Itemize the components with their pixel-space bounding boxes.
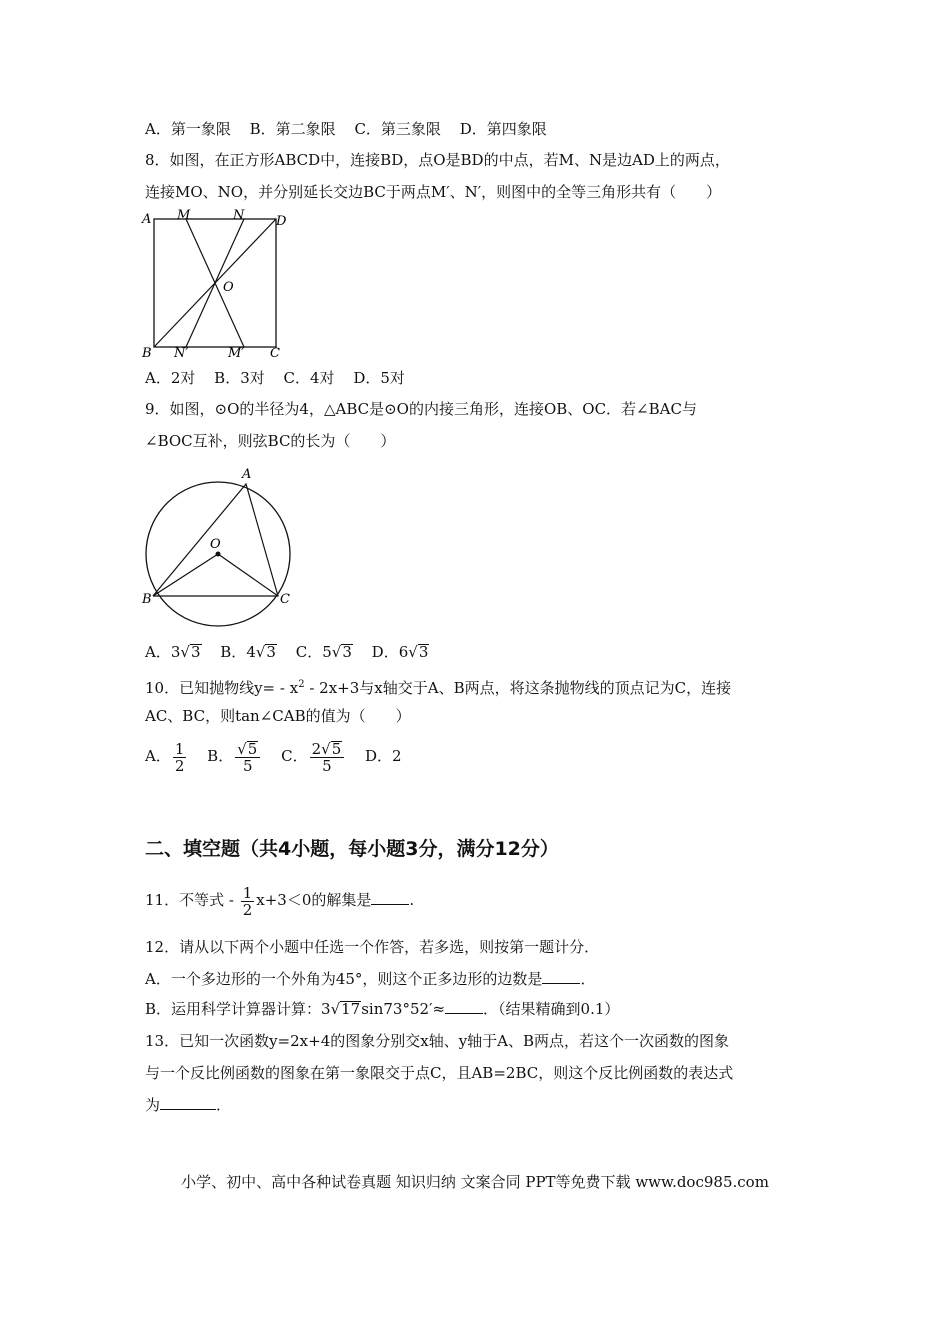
label-b: B	[142, 592, 152, 607]
answer-blank[interactable]	[160, 1095, 216, 1110]
q7-options	[145, 119, 561, 139]
q7-option-d: D．第四象限	[459, 120, 547, 138]
label-m-prime: M′	[228, 346, 245, 361]
q13-text-line1: 13．已知一次函数y=2x+4的图象分别交x轴、y轴于A、B两点，若这个一次函数的图象	[145, 1032, 730, 1050]
section-heading: 二、填空题（共4小题，每小题3分，满分12分）	[145, 838, 559, 860]
answer-blank[interactable]	[445, 999, 483, 1014]
q13-text-line2: 与一个反比例函数的图象在第一象限交于点C，且AB=2BC，则这个反比例函数的表达式	[145, 1064, 734, 1082]
q13-text-line3: 为 ．	[145, 1096, 232, 1114]
fraction: $\frac{1}{2}$	[242, 883, 253, 919]
answer-blank[interactable]	[371, 890, 409, 905]
q9-option-a: A．3√3	[145, 643, 201, 661]
q8-option-b: B．3对	[214, 369, 265, 387]
center-point	[216, 552, 221, 557]
q9-option-b: B．4√3	[220, 643, 276, 661]
answer-blank[interactable]	[542, 969, 580, 984]
q7-option-a: A．第一象限	[145, 120, 231, 138]
q8-square-figure	[140, 207, 290, 362]
label-n-prime: N′	[174, 346, 189, 361]
label-m: M	[177, 208, 191, 223]
q8-text-line2: 连接MO、NO，并分别延长交边BC于两点M′、N′，则图中的全等三角形共有（ ）	[145, 183, 722, 201]
q8-option-a: A．2对	[145, 369, 196, 387]
label-o: O	[210, 537, 221, 552]
q10-option-b: B． $\frac{√5}{5}$	[207, 747, 262, 765]
label-c: C	[280, 592, 290, 607]
q7-option-c: C．第三象限	[354, 120, 441, 138]
label-c: C	[270, 346, 280, 361]
q12-option-b: B．运用科学计算器计算：3√17sin73°52′≈ ．（结果精确到0.1）	[145, 1000, 620, 1018]
fraction: $\frac{2√5}{5}$	[310, 741, 345, 774]
q10-option-a: A． $\frac{1}{2}$	[145, 739, 185, 775]
fraction: $\frac{√5}{5}$	[235, 741, 260, 774]
q8-option-c: C．4对	[283, 369, 335, 387]
label-n: N	[233, 208, 245, 223]
q8-text-line1: 8．如图，在正方形ABCD中，连接BD，点O是BD的中点，若M、N是边AD上的两点，	[145, 151, 730, 169]
label-o: O	[223, 280, 234, 295]
label-d: D	[276, 214, 287, 229]
segments-ob-oc	[153, 554, 278, 596]
q12-option-a: A．一个多边形的一个外角为45°，则这个正多边形的边数是 ．	[145, 970, 596, 988]
q9-option-d: D．6√3	[371, 643, 429, 661]
q11-text: 11．不等式 - $\frac{1}{2}$ x+3＜0的解集是 .	[145, 883, 415, 919]
fraction: $\frac{1}{2}$	[174, 739, 185, 775]
q10-text-line2: AC、BC，则tan∠CAB的值为（ ）	[145, 707, 411, 725]
q10-options	[145, 736, 416, 776]
q9-text-line1: 9．如图，⊙O的半径为4，△ABC是⊙O的内接三角形，连接OB、OC．若∠BAC与	[145, 400, 697, 418]
q9-options	[145, 642, 443, 662]
q8-option-d: D．5对	[353, 369, 405, 387]
q9-option-c: C．5√3	[295, 643, 352, 661]
page-footer: 小学、初中、高中各种试卷真题 知识归纳 文案合同 PPT等免费下载 www.doc985.com	[181, 1173, 769, 1191]
label-a: A	[142, 212, 152, 227]
q9-text-line2: ∠BOC互补，则弦BC的长为（ ）	[145, 432, 396, 450]
q7-option-b: B．第二象限	[249, 120, 336, 138]
label-b: B	[142, 346, 152, 361]
q10-text-line1: 10．已知抛物线$y= - x^2 - 2x+3$与x轴交于A、B两点，将这条抛物线的顶点记为C，连接	[145, 679, 732, 697]
q10-option-c: C． $\frac{2√5}{5}$	[281, 747, 346, 765]
q9-circle-figure	[138, 460, 308, 632]
label-a: A	[242, 467, 252, 482]
q12-text-line1: 12．请从以下两个小题中任选一个作答，若多选，则按第一题计分．	[145, 938, 600, 956]
q10-option-d: D．2	[365, 747, 402, 765]
q8-options	[145, 368, 419, 388]
